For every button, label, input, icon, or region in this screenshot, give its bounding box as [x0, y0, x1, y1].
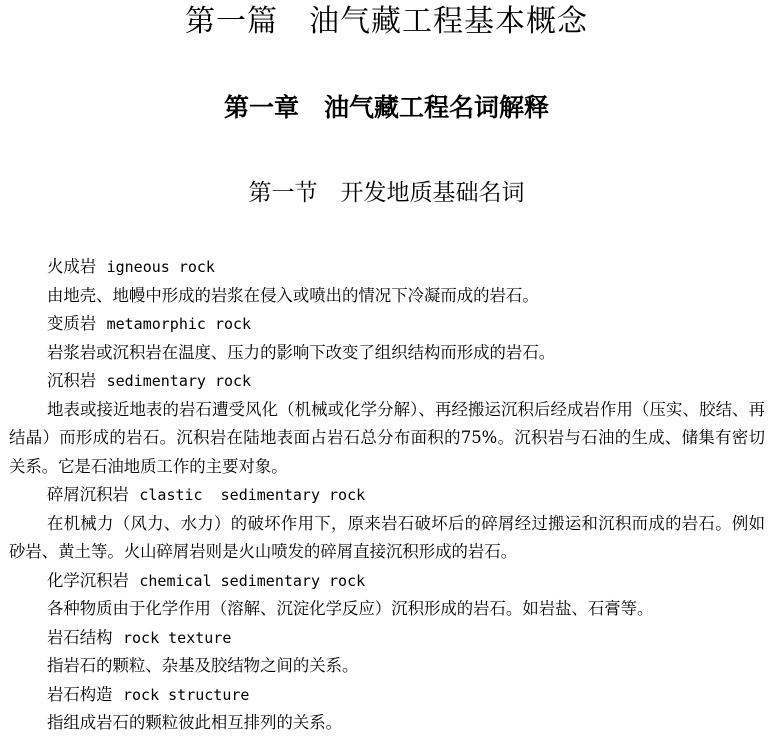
term-english: rock texture [122, 628, 232, 647]
glossary-definition: 岩浆岩或沉积岩在温度、压力的影响下改变了组织结构而形成的岩石。 [47, 342, 556, 362]
glossary-term [9, 624, 765, 653]
part-title: 第一篇 油气藏工程基本概念 [185, 4, 588, 39]
glossary-definition: 地表或接近地表的岩石遭受风化（机械或化学分解）、再经搬运沉积后经成岩作用（压实、胶结、再结晶）而形成的岩石。沉积岩在陆地表面占岩石总分布面积的75%。沉积岩与石油的生成、储集有密切关系。它是石油地质工作的主要对象。 [9, 399, 765, 476]
term-chinese: 岩石构造 [47, 684, 113, 704]
term-english: sedimentary rock [106, 372, 252, 390]
glossary-definition: 指岩石的颗粒、杂基及胶结物之间的关系。 [47, 656, 359, 675]
chapter-title: 第一章 油气藏工程名词解释 [223, 93, 549, 122]
glossary-definition: 各种物质由于化学作用（溶解、沉淀化学反应）沉积形成的岩石。如岩盐、石膏等。 [47, 599, 654, 618]
glossary-term [9, 253, 765, 282]
section-title: 第一节 开发地质基础名词 [248, 180, 525, 206]
glossary-definition: 由地壳、地幔中形成的岩浆在侵入或喷出的情况下冷凝而成的岩石。 [47, 285, 539, 305]
term-chinese: 沉积岩 [47, 371, 97, 390]
term-english: rock structure [122, 685, 250, 704]
glossary-term [9, 481, 765, 510]
glossary-body [9, 253, 765, 738]
glossary-definition: 在机械力（风力、水力）的破坏作用下，原来岩石破坏后的碎屑经过搬运和沉积而成的岩石。例如砂岩、黄土等。火山碎屑岩则是火山喷发的碎屑直接沉积形成的岩石。 [9, 513, 765, 561]
term-chinese: 碎屑沉积岩 [47, 485, 129, 504]
term-chinese: 化学沉积岩 [47, 570, 129, 590]
glossary-term [9, 367, 765, 396]
glossary-term [9, 681, 765, 710]
term-chinese: 火成岩 [47, 257, 97, 276]
term-english: igneous rock [106, 258, 215, 276]
term-chinese: 变质岩 [47, 314, 97, 333]
term-chinese: 岩石结构 [47, 627, 113, 647]
glossary-term [9, 310, 765, 339]
glossary-definition: 指组成岩石的颗粒彼此相互排列的关系。 [47, 713, 343, 732]
term-english: clastic sedimentary rock [139, 486, 366, 504]
glossary-term [9, 567, 765, 596]
term-english: metamorphic rock [106, 315, 252, 333]
term-english: chemical sedimentary rock [139, 571, 366, 590]
